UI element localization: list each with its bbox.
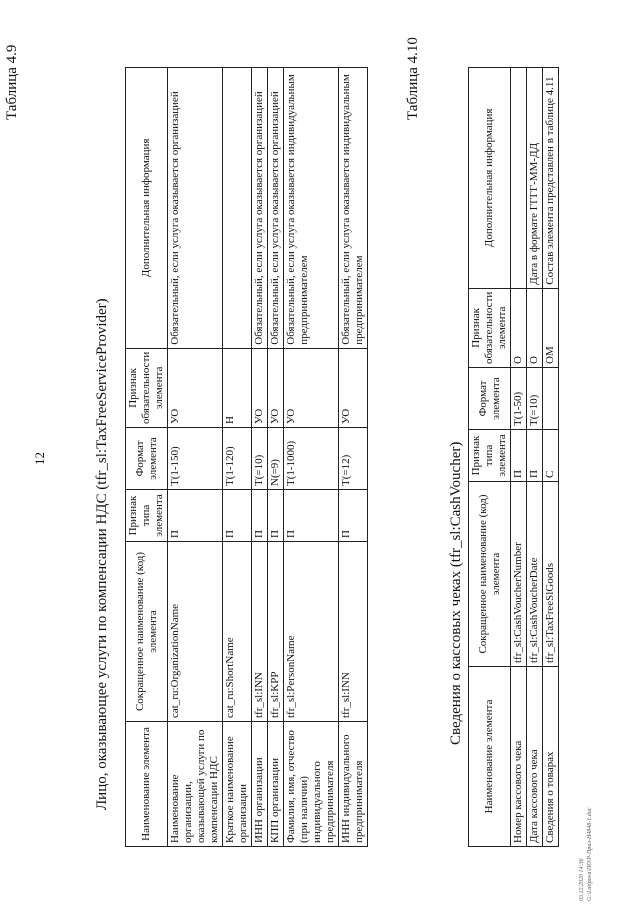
table-cell xyxy=(511,68,527,289)
table-cell: N(=9) xyxy=(268,428,284,490)
table-cell: Наименование организации, оказывающей услуги по компенсации НДС xyxy=(168,722,223,847)
table-cell: Сведения о товарах xyxy=(543,667,559,847)
table-cell: T(1-120) xyxy=(223,428,252,490)
table1-number: Таблица 4.9 xyxy=(4,44,20,120)
table-cell: УО xyxy=(168,348,223,427)
table2-header-cell: Признак типа элемента xyxy=(469,430,511,482)
table2-header-cell: Наименование элемента xyxy=(469,667,511,847)
table-cell: УО xyxy=(284,348,339,427)
table-cell: Состав элемента представлен в таблице 4.11 xyxy=(543,68,559,289)
table1-header-cell: Дополнительная информация xyxy=(126,68,168,349)
table-cell: T(=12) xyxy=(339,428,368,490)
table-cell: Краткое наименование организации xyxy=(223,722,252,847)
table-cell: Номер кассового чека xyxy=(511,667,527,847)
table1-header-cell: Признак обязательности элемента xyxy=(126,348,168,427)
table-cell: П xyxy=(223,490,252,542)
table-cell: T(1-1000) xyxy=(284,428,339,490)
table-row xyxy=(268,68,284,847)
table-row xyxy=(284,68,339,847)
table2-header-cell: Признак обязательности элемента xyxy=(469,288,511,367)
table-cell: П xyxy=(168,490,223,542)
table-cell: Дата кассового чека xyxy=(527,667,543,847)
file-footer xyxy=(578,701,594,901)
table-cell: tfr_sl:TaxFreeSlGoods xyxy=(543,482,559,667)
table-row xyxy=(543,68,559,847)
table-cell: tfr_sl:INN xyxy=(252,542,268,722)
table-cell: tfr_sl:CashVoucherNumber xyxy=(511,482,527,667)
table-cell: С xyxy=(543,430,559,482)
table-cell: УО xyxy=(339,348,368,427)
table-row xyxy=(339,68,368,847)
table-cell: П xyxy=(527,430,543,482)
table-cell: УО xyxy=(252,348,268,427)
table-cell: Фамилия, имя, отчество (при наличии) индивидуального предпринимателя xyxy=(284,722,339,847)
table-cell: О xyxy=(527,288,543,367)
table-row xyxy=(252,68,268,847)
table-cell: ИНН организации xyxy=(252,722,268,847)
table-cell: П xyxy=(284,490,339,542)
table-cell: УО xyxy=(268,348,284,427)
table2-header-cell: Сокращенное наименование (код) элемента xyxy=(469,482,511,667)
table1-header-cell: Сокращенное наименование (код) элемента xyxy=(126,542,168,722)
table-cell: П xyxy=(268,490,284,542)
table-cell: tfr_sl:KPP xyxy=(268,542,284,722)
table-cell: П xyxy=(511,430,527,482)
footer-timestamp: 03.12.2020 14:36 xyxy=(579,858,585,901)
table-cell: tfr_sl:INN xyxy=(339,542,368,722)
table-cell: Обязательный, если услуга оказывается организацией xyxy=(168,68,223,349)
table-cell: КПП организации xyxy=(268,722,284,847)
table1-header-cell: Формат элемента xyxy=(126,428,168,490)
table-cell: Дата в формате ГГГГ-ММ-ДД xyxy=(527,68,543,289)
table2-header-row xyxy=(469,68,511,847)
table1-header-cell: Признак типа элемента xyxy=(126,490,168,542)
table2 xyxy=(468,67,559,847)
table-cell: tfr_sl:PersonName xyxy=(284,542,339,722)
page-number: 12 xyxy=(32,452,47,465)
table-cell: Обязательный, если услуга оказывается индивидуальным предпринимателем xyxy=(284,68,339,349)
table-cell: Обязательный, если услуга оказывается индивидуальным предпринимателем xyxy=(339,68,368,349)
table-cell: T(=10) xyxy=(527,368,543,430)
table2-header-cell: Формат элемента xyxy=(469,368,511,430)
table2-title: Сведения о кассовых чеках (tfr_sl:CashVoucher) xyxy=(448,441,464,745)
table-row xyxy=(168,68,223,847)
table-row xyxy=(223,68,252,847)
table-cell: Обязательный, если услуга оказывается организацией xyxy=(252,68,268,349)
table-cell: Обязательный, если услуга оказывается организацией xyxy=(268,68,284,349)
table-cell: cat_ru:OrganizationName xyxy=(168,542,223,722)
table-cell: О xyxy=(511,288,527,367)
table-cell xyxy=(223,68,252,349)
table1 xyxy=(125,67,368,847)
table-cell: ОМ xyxy=(543,288,559,367)
table-cell: ИНН индивидуального предпринимателя xyxy=(339,722,368,847)
table-cell: cat_ru:ShortName xyxy=(223,542,252,722)
table-row xyxy=(527,68,543,847)
table-cell: T(1-150) xyxy=(168,428,223,490)
table1-title: Лицо, оказывающее услуги по компенсации НДС (tfr_sl:TaxFreeServiceProvider) xyxy=(94,298,110,810)
table-cell: T(=10) xyxy=(252,428,268,490)
table2-number: Таблица 4.10 xyxy=(405,37,421,120)
table1-header-row xyxy=(126,68,168,847)
table2-header-cell: Дополнительная информация xyxy=(469,68,511,289)
table-cell xyxy=(543,368,559,430)
footer-file-path: G:\Latipova\ПО\Р-Прил-H4848-1.doc xyxy=(587,807,593,901)
table-cell: tfr_sl:CashVoucherDate xyxy=(527,482,543,667)
table1-header-cell: Наименование элемента xyxy=(126,722,168,847)
table-cell: T(1-50) xyxy=(511,368,527,430)
table-cell: П xyxy=(339,490,368,542)
table-cell: Н xyxy=(223,348,252,427)
table-cell: П xyxy=(252,490,268,542)
table-row xyxy=(511,68,527,847)
